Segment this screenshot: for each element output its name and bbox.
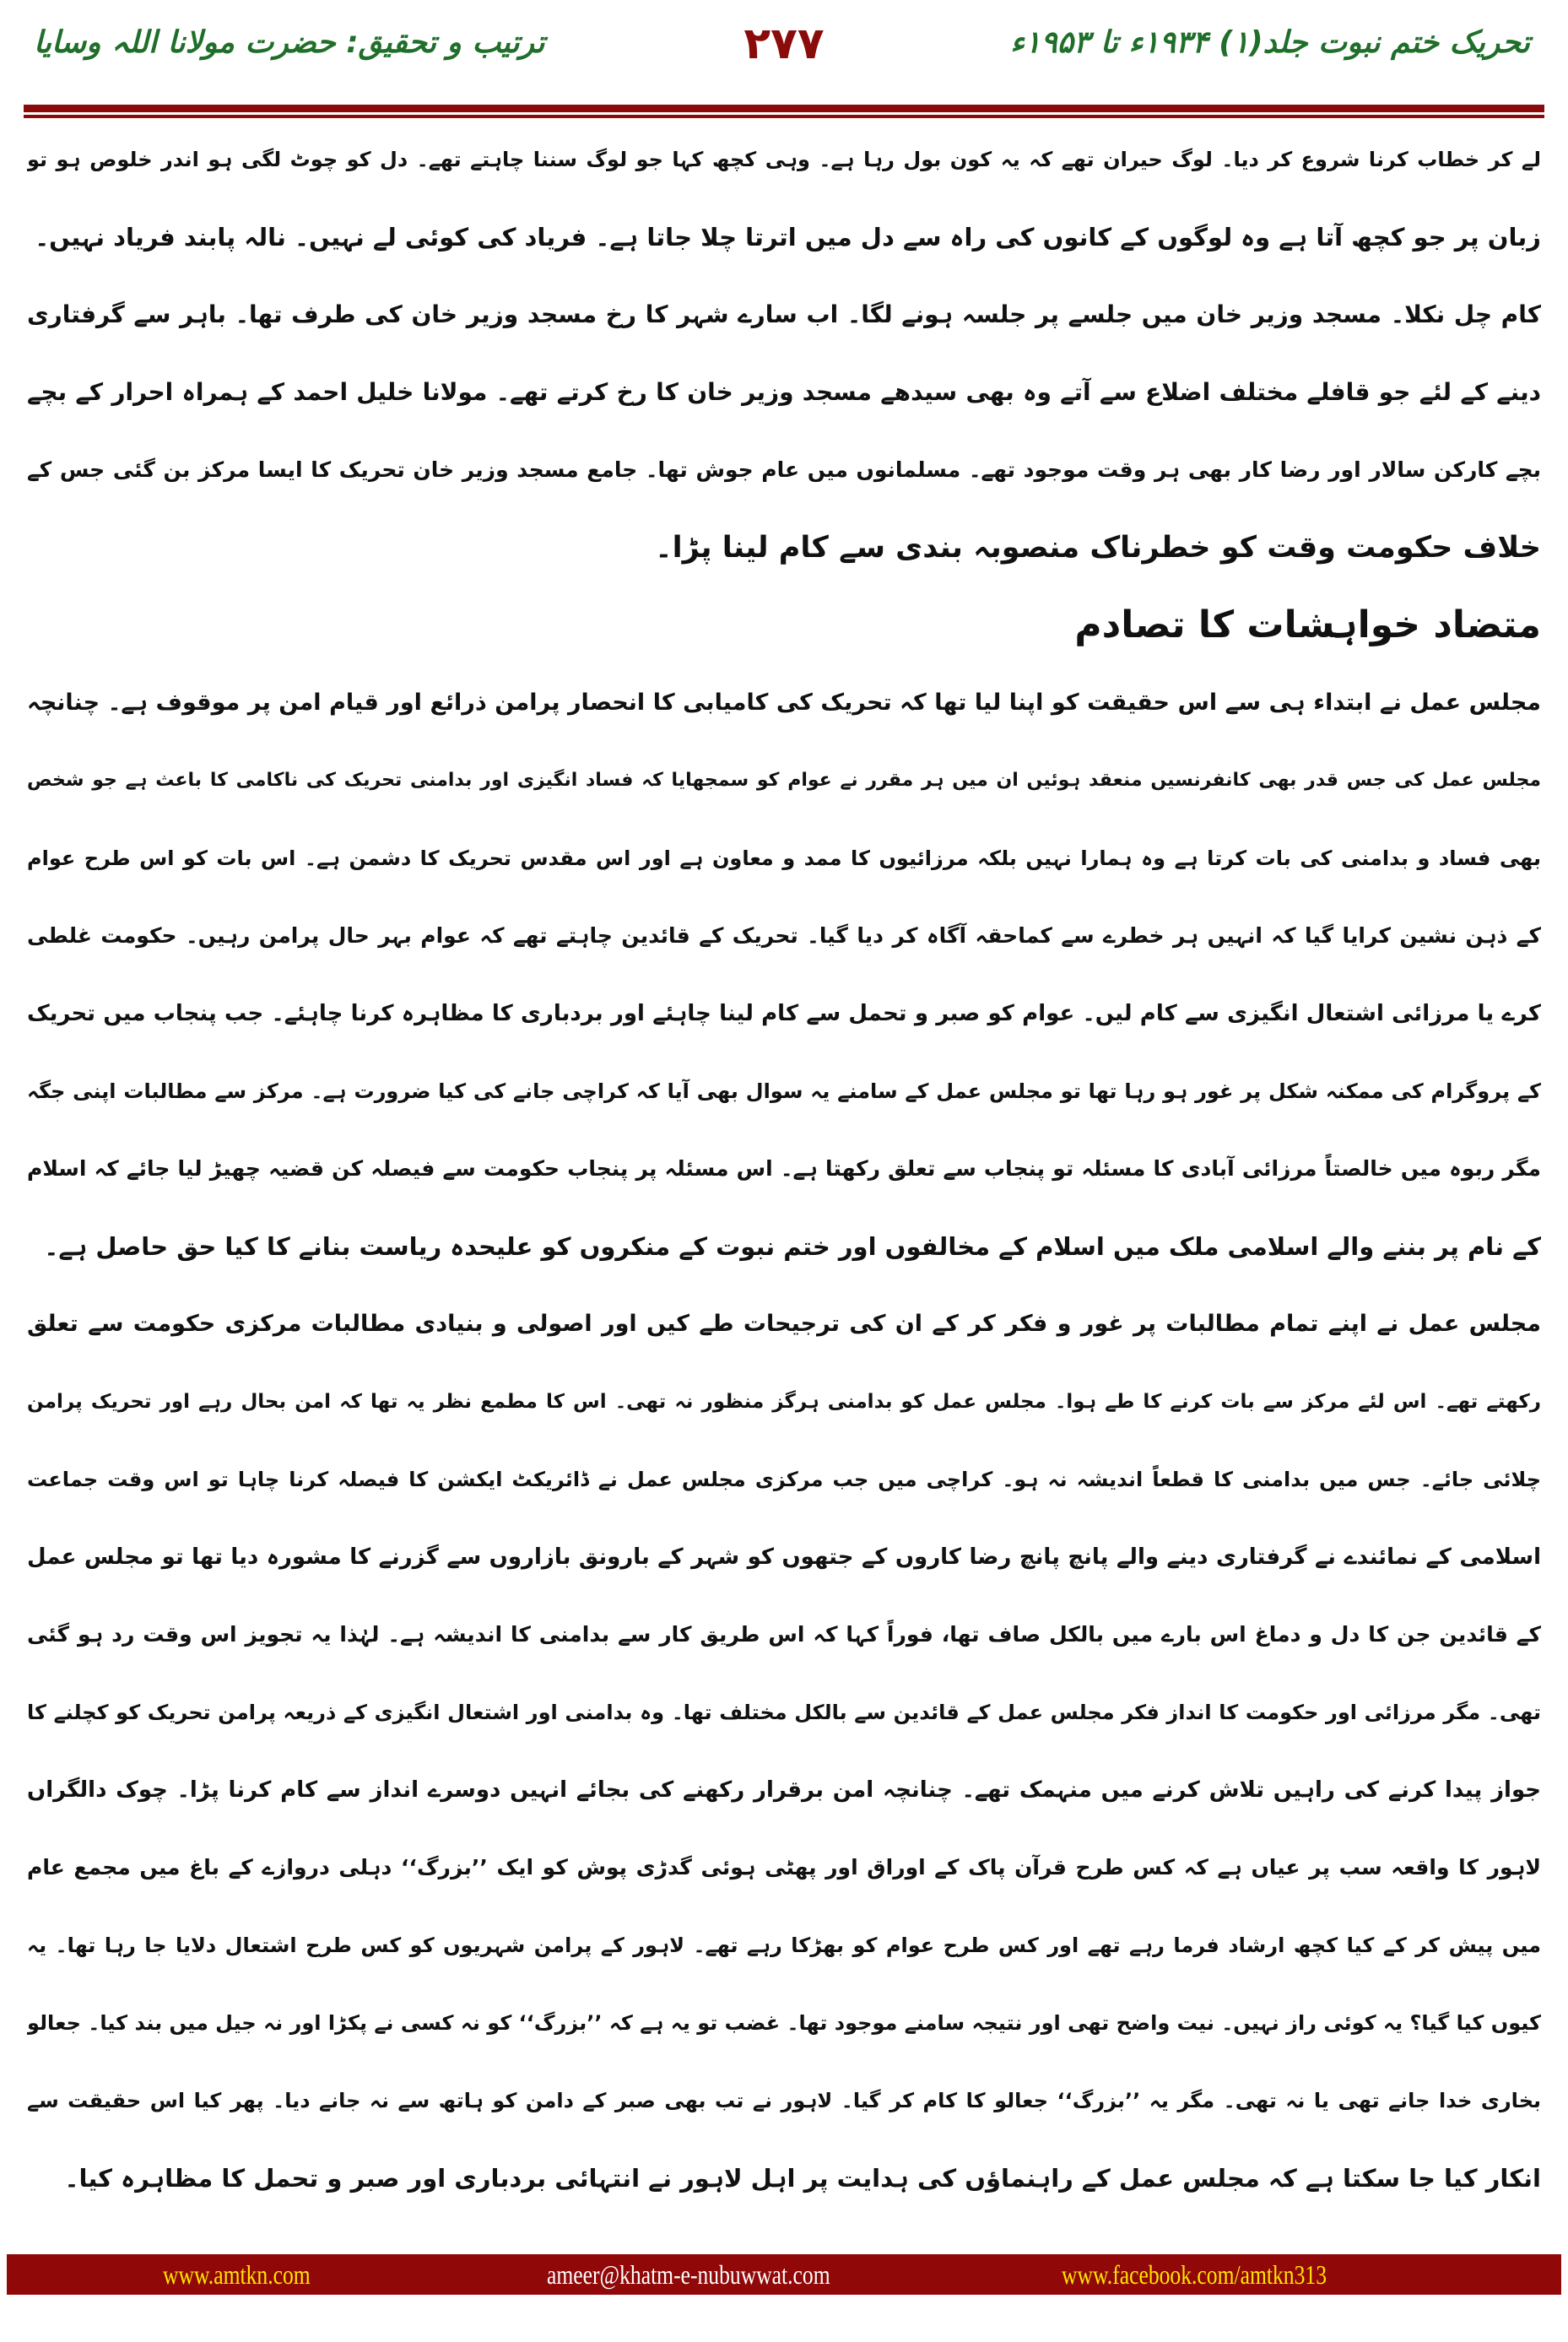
text-line: کے پروگرام کی ممکنہ شکل پر غور ہو رہا تھا تو مجلس عمل کے سامنے یہ سوال بھی آیا کہ کراچی جانے کی کیا ضرورت ہے۔ مرکز سے مطالبات اپنی جگہ [27,1079,1541,1103]
paragraph [27,1285,1541,2217]
paragraph [27,121,1541,276]
text-line: بھی فساد و بدامنی کی بات کرتا ہے وہ ہمارا نہیں بلکہ مرزائیوں کا ممد و معاون ہے اور اس مقدس تحریک کا دشمن ہے۔ اس بات کو اس طرح عوام [27,846,1541,870]
text-line: میں پیش کر کے کیا کچھ ارشاد فرما رہے تھے اور کس طرح عوام کو بھڑکا رہے تھے۔ لاہور کے پرامن شہریوں کو کس طرح اشتعال دلایا جا رہا تھا۔ یہ [27,1934,1541,1957]
text-line: زبان پر جو کچھ آتا ہے وہ لوگوں کے کانوں کی راہ سے دل میں اترتا چلا جاتا ہے۔ فریاد کی کوئی لے نہیں۔ نالہ پابند فریاد نہیں۔ [35,223,1541,252]
website-link[interactable]: www.amtkn.com [163,2259,311,2290]
compiler-credit: ترتیب و تحقیق: حضرت مولانا اللہ وسایا [34,25,545,60]
book-title: تحریک ختم نبوت جلد(۱) ۱۹۳۴ء تا ۱۹۵۳ء [1010,25,1530,60]
text-line: دینے کے لئے جو قافلے مختلف اضلاع سے آتے وہ بھی سیدھے مسجد وزیر خان کا رخ کرتے تھے۔ مولانا خلیل احمد کے ہمراہ احرار کے بچے [27,378,1541,406]
text-line: بچے کارکن سالار اور رضا کار بھی ہر وقت موجود تھے۔ مسلمانوں میں عام جوش تھا۔ جامع مسجد وزیر خان تحریک کا ایسا مرکز بن گئی جس کے [27,457,1541,482]
header-rule-thick [24,105,1544,112]
text-line: کے نام پر بننے والے اسلامی ملک میں اسلام کے مخالفوں اور ختم نبوت کے منکروں کو علیحدہ ریاست بنانے کا کیا حق حاصل ہے۔ [44,1232,1541,1261]
page-number: ۲۷۷ [743,19,825,69]
text-line: مجلس عمل نے ابتداء ہی سے اس حقیقت کو اپنا لیا تھا کہ تحریک کی کامیابی کا انحصار پرامن ذرائع اور قیام امن پر موقوف ہے۔ چنانچہ [27,690,1541,716]
facebook-link[interactable]: www.facebook.com/amtkn313 [1062,2259,1327,2290]
text-line: لے کر خطاب کرنا شروع کر دیا۔ لوگ حیران تھے کہ یہ کون بول رہا ہے۔ وہی کچھ کہا جو لوگ سننا چاہتے تھے۔ دل کو چوٹ لگی ہو اندر خلوص ہو تو [27,148,1541,171]
text-line: انکار کیا جا سکتا ہے کہ مجلس عمل کے راہنماؤں کی ہدایت پر اہل لاہور نے انتہائی بردباری اور صبر و تحمل کا مظاہرہ کیا۔ [64,2164,1541,2193]
text-line: بخاری خدا جانے تھی یا نہ تھی۔ مگر یہ ’’بزرگ‘‘ جعالو کا کام کر گیا۔ لاہور نے تب بھی صبر کے دامن کو ہاتھ سے نہ جانے دیا۔ پھر کیا اس حقیقت سے [27,2089,1541,2112]
text-line: کرے یا مرزائی اشتعال انگیزی سے کام لیں۔ عوام کو صبر و تحمل سے کام لینا چاہئے اور بردباری کا مظاہرہ کرنا چاہئے۔ جب پنجاب میں تحریک [27,1001,1541,1026]
text-line: کام چل نکلا۔ مسجد وزیر خان میں جلسے پر جلسہ ہونے لگا۔ اب سارے شہر کا رخ مسجد وزیر خان کی طرف تھا۔ باہر سے گرفتاری [27,300,1541,328]
footer-bar [7,2254,1561,2295]
text-line: اسلامی کے نمائندے نے گرفتاری دینے والے پانچ پانچ رضا کاروں کے جتھوں کو شہر کے بارونق بازاروں سے گزرنے کا مشورہ دیا تھا تو مجلس عمل [27,1544,1541,1570]
text-line: چلائی جائے۔ جس میں بدامنی کا قطعاً اندیشہ نہ ہو۔ کراچی میں جب مرکزی مجلس عمل نے ڈائریکٹ ایکشن کا فیصلہ کرنا چاہا تو اس وقت جماعت [27,1468,1541,1491]
paragraph [27,664,1541,1285]
paragraph [27,276,1541,587]
text-line: مجلس عمل نے اپنے تمام مطالبات پر غور و فکر کر کے ان کی ترجیحات طے کیں اور اصولی و بنیادی مطالبات مرکزی حکومت سے تعلق [27,1311,1541,1337]
page-body [27,121,1541,2217]
text-line: کے قائدین جن کا دل و دماغ اس بارے میں بالکل صاف تھا، فوراً کہا کہ اس طریق کار سے بدامنی کا اندیشہ ہے۔ لہٰذا یہ تجویز اس وقت رد ہو گئی [27,1622,1541,1647]
text-line: جواز پیدا کرنے کی راہیں تلاش کرنے میں منہمک تھے۔ چنانچہ امن برقرار رکھنے کی بجائے انہیں دوسرے انداز سے کام کرنا پڑا۔ چوک دالگراں [27,1777,1541,1803]
text-line: لاہور کا واقعہ سب پر عیاں ہے کہ کس طرح قرآن پاک کے اوراق اور پھٹی ہوئی گدڑی پوش کو ایک ’’بزرگ‘‘ دہلی دروازے کے باغ میں مجمع عام [27,1855,1541,1880]
section-heading: متضاد خواہشات کا تصادم [1074,603,1541,646]
email-link[interactable]: ameer@khatm-e-nubuwwat.com [547,2259,830,2290]
header-rule-thin [24,115,1544,118]
text-line: خلاف حکومت وقت کو خطرناک منصوبہ بندی سے کام لینا پڑا۔ [655,531,1541,565]
text-line: کیوں کیا گیا؟ یہ کوئی راز نہیں۔ نیت واضح تھی اور نتیجہ سامنے موجود تھا۔ غضب تو یہ ہے کہ ’’بزرگ‘‘ کو نہ کسی نے پکڑا اور نہ جیل میں بند کیا۔ جعالو [27,2011,1541,2035]
text-line: مجلس عمل کی جس قدر بھی کانفرنسیں منعقد ہوئیں ان میں ہر مقرر نے عوام کو سمجھایا کہ فساد انگیزی اور بدامنی تحریک کی ناکامی کا باعث ہے جو شخص [27,770,1541,791]
text-line: مگر ربوہ میں خالصتاً مرزائی آبادی کا مسئلہ تو پنجاب سے تعلق رکھتا ہے۔ اس مسئلہ پر پنجاب حکومت سے فیصلہ کن قضیہ چھیڑ لیا جائے کہ اسلام [27,1156,1541,1181]
text-line: رکھتے تھے۔ اس لئے مرکز سے بات کرنے کا طے ہوا۔ مجلس عمل کو بدامنی ہرگز منظور نہ تھی۔ اس کا مطمع نظر یہ تھا کہ امن بحال رہے اور تحریک پرامن [27,1391,1541,1413]
text-line: تھی۔ مگر مرزائی اور حکومت کا انداز فکر مجلس عمل کے قائدین سے بالکل مختلف تھا۔ وہ بدامنی اور اشتعال انگیزی کے ذریعہ پرامن تحریک کو کچلنے کا [27,1701,1541,1724]
text-line: کے ذہن نشین کرایا گیا کہ انہیں ہر خطرے سے کماحقہ آگاہ کر دیا گیا۔ تحریک کے قائدین چاہتے تھے کہ عوام بہر حال پرامن رہیں۔ حکومت غلطی [27,923,1541,948]
